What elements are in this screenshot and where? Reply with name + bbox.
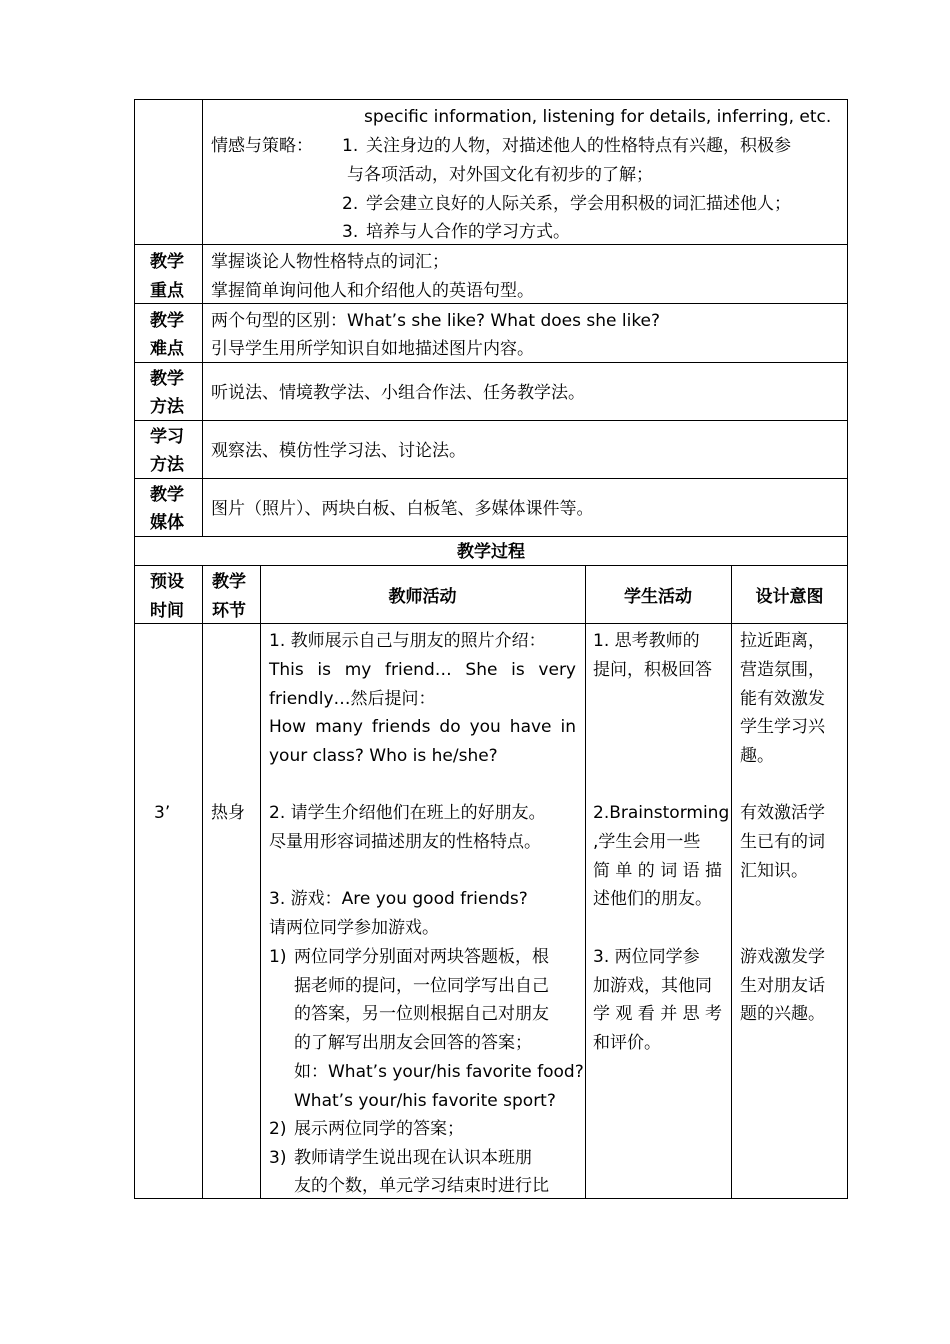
attitude-item-text: 与各项活动，对外国文化有初步的了解； [347,165,653,185]
design-intent-line: 游戏激发学 [740,947,825,967]
teacher-activity-line: 2. 请学生介绍他们在班上的好朋友。 [269,803,546,823]
col-divider [585,565,586,1199]
header-teacher-activity: 教师活动 [388,587,457,607]
teacher-activity-line: How many friends do you have in [269,717,576,737]
teacher-activity-line: your class? Who is he/she? [269,746,498,766]
substep-number: 2) [269,1119,287,1139]
row-divider [134,478,848,479]
attitude-label: 情感与策略： [211,136,313,156]
learning-methods-text: 观察法、模仿性学习法、讨论法。 [211,441,466,461]
student-activity-line: 3. 两位同学参 [593,947,700,967]
row-divider [134,536,848,537]
process-title: 教学过程 [457,542,525,562]
attitude-item-text: 关注身边的人物，对描述他人的性格特点有兴趣，积极参 [366,136,791,156]
key-points-line: 掌握谈论人物性格特点的词汇； [211,252,449,272]
design-intent-line: 汇知识。 [740,861,808,881]
key-points-line: 掌握简单询问他人和介绍他人的英语句型。 [211,281,534,301]
row-label-key-points: 教学 [150,252,184,272]
design-intent-line: 能有效激发 [740,689,825,709]
difficulties-line: 两个句型的区别：What’s she like? What does she like? [211,311,661,331]
teaching-methods-text: 听说法、情境教学法、小组合作法、任务教学法。 [211,383,585,403]
objectives-english-line: specific information, listening for details, inferring, etc. [364,107,832,127]
teacher-activity-line: What’s your/his favorite sport? [294,1091,556,1111]
teacher-activity-line: 展示两位同学的答案； [294,1119,464,1139]
design-intent-line: 拉近距离， [740,631,825,651]
stage-name: 热身 [211,803,245,823]
student-activity-line: 加游戏，其他同 [593,976,712,996]
student-activity-line: 和评价。 [593,1033,661,1053]
teacher-activity-line: 友的个数，单元学习结束时进行比 [294,1176,549,1196]
row-divider [134,420,848,421]
preset-time: 3’ [154,803,171,823]
design-intent-line: 趣。 [740,746,774,766]
teacher-activity-line: 据老师的提问，一位同学写出自己 [294,976,549,996]
col-divider [260,565,261,1199]
row-label-teaching-methods: 方法 [150,397,184,417]
difficulties-line: 引导学生用所学知识自如地描述图片内容。 [211,339,534,359]
attitude-item-text: 学会建立良好的人际关系，学会用积极的词汇描述他人； [366,194,791,214]
row-label-difficulties: 难点 [150,339,184,359]
substep-number: 3) [269,1148,287,1168]
row-label-teaching-methods: 教学 [150,369,184,389]
student-activity-line: ,学生会用一些 [593,832,701,852]
teacher-activity-line: 3. 游戏：Are you good friends? [269,889,528,909]
teacher-activity-line: friendly…然后提问： [269,689,436,709]
design-intent-line: 营造氛围， [740,660,825,680]
student-activity-line: 1. 思考教师的 [593,631,700,651]
row-label-media: 教学 [150,485,184,505]
teacher-activity-line: This is my friend… She is very [269,660,576,680]
student-activity-line: 提问，积极回答 [593,660,712,680]
row-label-learning-methods: 学习 [150,427,184,447]
attitude-item-number: 1. [342,136,359,156]
header-stage: 教学 [212,572,246,592]
header-stage: 环节 [212,601,246,621]
row-label-learning-methods: 方法 [150,455,184,475]
student-activity-line: 学观看并思考 [593,1004,722,1024]
design-intent-line: 学生学习兴 [740,717,825,737]
teacher-activity-line: 尽量用形容词描述朋友的性格特点。 [269,832,541,852]
teacher-activity-line: 请两位同学参加游戏。 [269,918,439,938]
student-activity-line: 2.Brainstorming [593,803,730,823]
header-student-activity: 学生活动 [624,587,692,607]
teacher-activity-line: 的答案，另一位则根据自己对朋友 [294,1004,549,1024]
design-intent-line: 题的兴趣。 [740,1004,825,1024]
header-time: 预设 [150,572,184,592]
row-label-media: 媒体 [150,513,184,533]
design-intent-line: 生已有的词 [740,832,825,852]
col-divider [202,565,203,1199]
header-time: 时间 [150,601,184,621]
teacher-activity-line: 1. 教师展示自己与朋友的照片介绍： [269,631,546,651]
design-intent-line: 生对朋友话 [740,976,825,996]
attitude-item-number: 2. [342,194,359,214]
media-text: 图片（照片）、两块白板、白板笔、多媒体课件等。 [211,499,594,519]
student-activity-line: 述他们的朋友。 [593,889,712,909]
teacher-activity-line: 两位同学分别面对两块答题板，根 [294,947,549,967]
header-design-intent: 设计意图 [755,587,824,607]
student-activity-line: 简单的词语描 [593,861,722,881]
row-label-key-points: 重点 [150,281,184,301]
design-intent-line: 有效激活学 [740,803,825,823]
col-divider [731,565,732,1199]
teacher-activity-line: 教师请学生说出现在认识本班朋 [294,1148,532,1168]
teacher-activity-line: 如：What’s your/his favorite food? [294,1062,584,1082]
attitude-item-text: 培养与人合作的学习方式。 [366,222,570,242]
teacher-activity-line: 的了解写出朋友会回答的答案； [294,1033,532,1053]
col-divider [202,99,203,536]
substep-number: 1) [269,947,287,967]
row-label-difficulties: 教学 [150,311,184,331]
attitude-item-number: 3. [342,222,359,242]
